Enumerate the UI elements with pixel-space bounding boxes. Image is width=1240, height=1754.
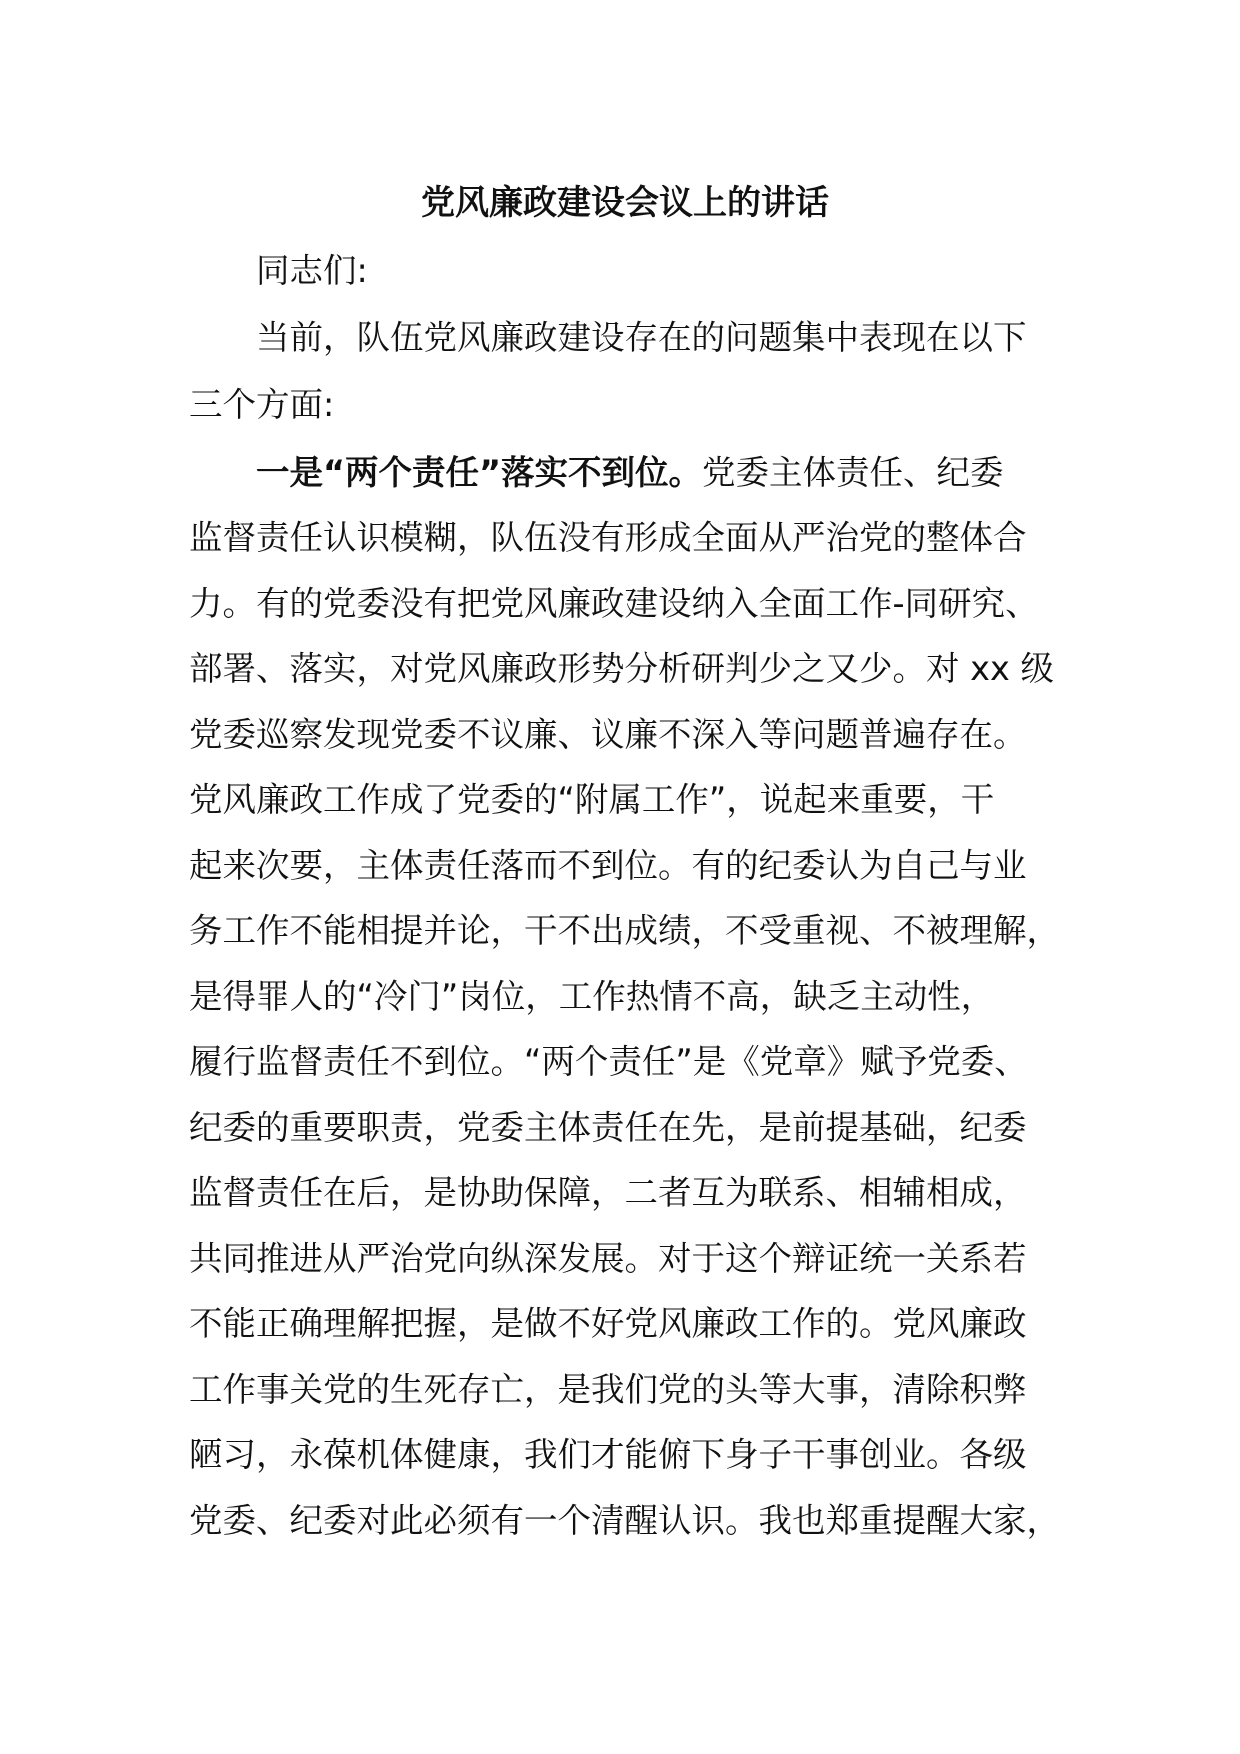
- intro-line: 当前，队伍党风廉政建设存在的问题集中表现在以下: [256, 318, 1027, 357]
- intro-line: 三个方面:: [189, 385, 335, 424]
- paragraph-line: 党风廉政工作成了党委的“附属工作”，说起来重要，干: [189, 780, 995, 819]
- paragraph-line: 监督责任认识模糊，队伍没有形成全面从严治党的整体合: [189, 518, 1027, 557]
- point1-first-line: [256, 450, 1004, 496]
- point1-heading: 一是“两个责任”落实不到位。: [256, 453, 703, 492]
- paragraph-line: 工作事关党的生死存亡，是我们党的头等大事，清除积弊: [189, 1369, 1027, 1409]
- salutation: 同志们:: [256, 251, 368, 290]
- paragraph-line: 监督责任在后，是协助保障，二者互为联系、相辅相成，: [189, 1173, 1027, 1212]
- paragraph-line: 纪委的重要职责，党委主体责任在先，是前提基础，纪委: [189, 1107, 1027, 1147]
- paragraph-line: 起来次要，主体责任落而不到位。有的纪委认为自己与业: [189, 845, 1027, 885]
- document-title: 党风廉政建设会议上的讲话: [421, 183, 829, 223]
- paragraph-line: 陋习，永葆机体健康，我们才能俯下身子干事创业。各级: [189, 1435, 1027, 1474]
- paragraph-line: 党委巡察发现党委不议廉、议廉不深入等问题普遍存在。: [189, 714, 1027, 754]
- paragraph-line: 履行监督责任不到位。“两个责任”是《党章》赋予党委、: [189, 1042, 1028, 1081]
- paragraph-line: 务工作不能相提并论，干不出成绩，不受重视、不被理解，: [189, 911, 1060, 950]
- paragraph-line: 共同推进从严治党向纵深发展。对于这个辩证统一关系若: [189, 1238, 1027, 1278]
- paragraph-line: 力。有的党委没有把党风廉政建设纳入全面工作-同研究、: [189, 583, 1039, 623]
- paragraph-line: 不能正确理解把握，是做不好党风廉政工作的。党风廉政: [189, 1304, 1027, 1343]
- paragraph-line: 党委、纪委对此必须有一个清醒认识。我也郑重提醒大家，: [189, 1500, 1060, 1540]
- point1-text: 党委主体责任、纪委: [702, 453, 1004, 492]
- paragraph-line: 部署、落实，对党风廉政形势分析研判少之又少。对 xx 级: [189, 649, 1054, 688]
- paragraph-line: 是得罪人的“冷门”岗位，工作热情不高，缺乏主动性，: [189, 976, 995, 1016]
